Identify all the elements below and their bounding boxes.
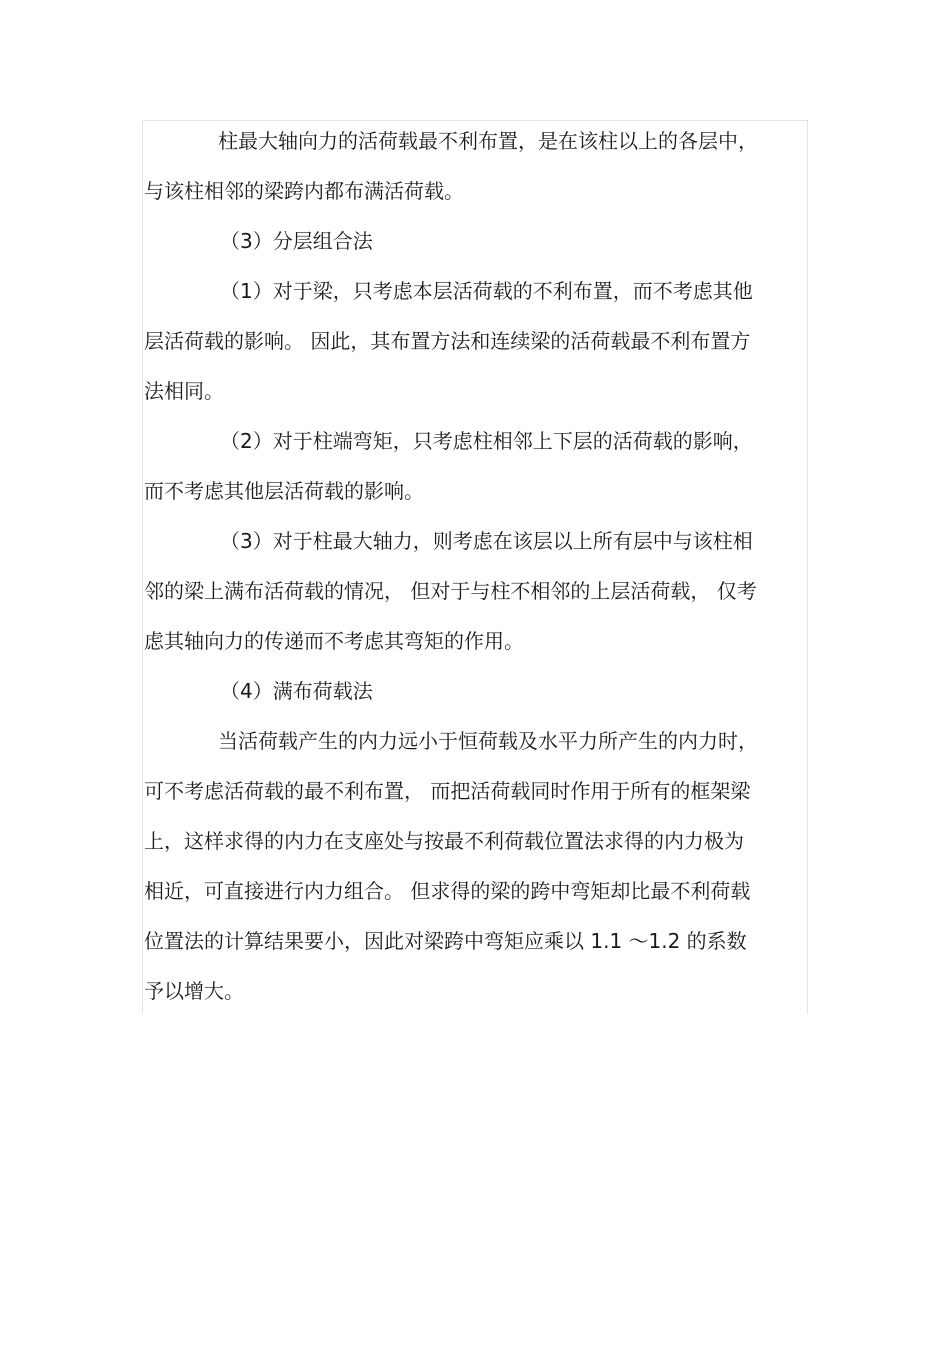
heading-layered-combination: （3）分层组合法 bbox=[220, 229, 373, 253]
text-line-1: 柱最大轴向力的活荷载最不利布置，是在该柱以上的各层中， bbox=[218, 129, 758, 153]
text-line-16: 相近，可直接进行内力组合。 但求得的梁的跨中弯矩却比最不利荷载 bbox=[144, 879, 751, 903]
text-line-14: 可不考虑活荷载的最不利布置， 而把活荷载同时作用于所有的框架梁 bbox=[144, 779, 751, 803]
text-line-10: 邻的梁上满布活荷载的情况， 但对于与柱不相邻的上层活荷载， 仅考 bbox=[144, 579, 757, 603]
heading-full-load-method: （4）满布荷载法 bbox=[220, 679, 373, 703]
text-line-2: 与该柱相邻的梁跨内都布满活荷载。 bbox=[144, 179, 464, 203]
text-line-4: （1）对于梁，只考虑本层活荷载的不利布置，而不考虑其他 bbox=[220, 279, 753, 303]
text-line-13: 当活荷载产生的内力远小于恒荷载及水平力所产生的内力时， bbox=[218, 729, 758, 753]
text-line-7: （2）对于柱端弯矩，只考虑柱相邻上下层的活荷载的影响， bbox=[220, 429, 753, 453]
text-line-11: 虑其轴向力的传递而不考虑其弯矩的作用。 bbox=[144, 629, 524, 653]
text-line-18: 予以增大。 bbox=[144, 979, 244, 1003]
text-line-6: 法相同。 bbox=[144, 379, 224, 403]
text-line-15: 上，这样求得的内力在支座处与按最不利荷载位置法求得的内力极为 bbox=[144, 829, 744, 853]
text-line-8: 而不考虑其他层活荷载的影响。 bbox=[144, 479, 424, 503]
text-line-9: （3）对于柱最大轴力，则考虑在该层以上所有层中与该柱相 bbox=[220, 529, 753, 553]
text-line-17: 位置法的计算结果要小，因此对梁跨中弯矩应乘以 1.1 ～1.2 的系数 bbox=[144, 929, 747, 953]
text-line-5: 层活荷载的影响。 因此，其布置方法和连续梁的活荷载最不利布置方 bbox=[144, 329, 751, 353]
